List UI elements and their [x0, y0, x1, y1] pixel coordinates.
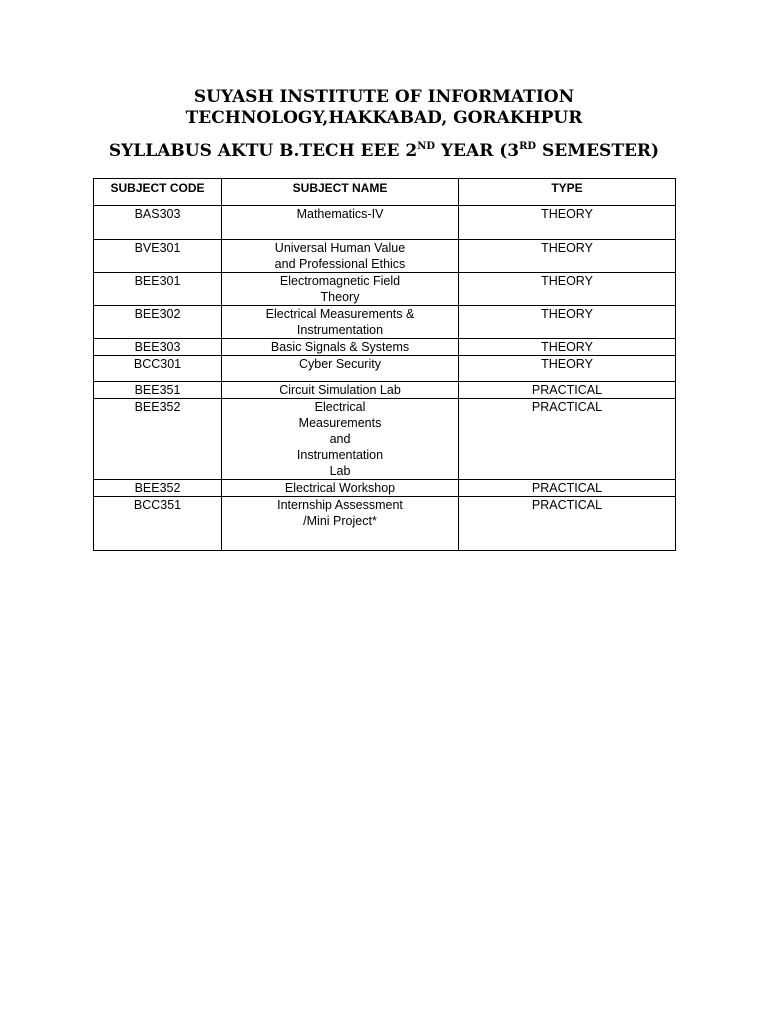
subject-code-cell: BEE352	[94, 480, 222, 497]
table-header-row	[94, 179, 676, 206]
subject-type-cell: THEORY	[459, 339, 676, 356]
column-header-subject-name: SUBJECT NAME	[222, 179, 459, 206]
table-row	[94, 240, 676, 273]
subject-name-cell	[222, 273, 459, 306]
subject-name-text: Internship Assessment /Mini Project*	[277, 498, 403, 528]
subject-name-cell	[222, 206, 459, 240]
institute-name-line-2: TECHNOLOGY,HAKKABAD, GORAKHPUR	[185, 108, 583, 128]
table-row	[94, 206, 676, 240]
subject-code-cell: BEE302	[94, 306, 222, 339]
table-row	[94, 497, 676, 551]
table-row	[94, 339, 676, 356]
syllabus-title-superscript-1: ND	[417, 141, 435, 152]
subject-name-cell	[222, 240, 459, 273]
subject-code-cell: BCC301	[94, 356, 222, 382]
subject-name-cell	[222, 339, 459, 356]
table-row	[94, 306, 676, 339]
column-header-subject-code: SUBJECT CODE	[94, 179, 222, 206]
subject-type-cell: PRACTICAL	[459, 382, 676, 399]
syllabus-title	[0, 140, 768, 162]
subject-code-cell: BEE301	[94, 273, 222, 306]
subject-name-text: Electrical Workshop	[284, 481, 396, 495]
institute-name-line-1: SUYASH INSTITUTE OF INFORMATION	[193, 87, 575, 107]
subject-name-cell	[222, 382, 459, 399]
table-row	[94, 273, 676, 306]
subject-name-text: Basic Signals & Systems	[270, 340, 410, 354]
subject-name-text: Universal Human Value and Professional Ethics	[274, 241, 406, 271]
subject-code-cell: BVE301	[94, 240, 222, 273]
subject-name-text: Electrical Measurements and Instrumentation Lab	[296, 400, 384, 478]
subject-type-cell: PRACTICAL	[459, 497, 676, 551]
table-row	[94, 382, 676, 399]
subject-code-cell: BEE303	[94, 339, 222, 356]
column-header-type: TYPE	[459, 179, 676, 206]
subject-code-cell: BAS303	[94, 206, 222, 240]
subject-name-cell	[222, 480, 459, 497]
table-row	[94, 480, 676, 497]
syllabus-title-superscript-2: RD	[519, 141, 537, 152]
subject-name-cell	[222, 399, 459, 480]
subject-name-text: Electromagnetic Field Theory	[279, 274, 401, 304]
subject-code-cell: BEE351	[94, 382, 222, 399]
subject-name-text: Circuit Simulation Lab	[279, 383, 401, 397]
subject-type-cell: THEORY	[459, 240, 676, 273]
table-row	[94, 356, 676, 382]
subject-name-text: Electrical Measurements & Instrumentation	[265, 307, 415, 337]
syllabus-title-part-3: SEMESTER)	[536, 141, 660, 161]
syllabus-title-part-1: SYLLABUS AKTU B.TECH EEE 2	[108, 141, 418, 161]
subject-type-cell: THEORY	[459, 273, 676, 306]
subject-name-text: Cyber Security	[299, 357, 381, 371]
subject-type-cell: THEORY	[459, 356, 676, 382]
table-row	[94, 399, 676, 480]
subject-type-cell: PRACTICAL	[459, 399, 676, 480]
subject-name-cell	[222, 497, 459, 551]
subject-type-cell: THEORY	[459, 206, 676, 240]
subject-name-text: Mathematics-IV	[296, 207, 384, 221]
subject-type-cell: THEORY	[459, 306, 676, 339]
subject-type-cell: PRACTICAL	[459, 480, 676, 497]
subject-name-cell	[222, 356, 459, 382]
syllabus-title-part-2: YEAR (3	[435, 141, 520, 161]
subject-code-cell: BCC351	[94, 497, 222, 551]
subjects-table	[93, 178, 676, 551]
subject-name-cell	[222, 306, 459, 339]
subject-code-cell: BEE352	[94, 399, 222, 480]
